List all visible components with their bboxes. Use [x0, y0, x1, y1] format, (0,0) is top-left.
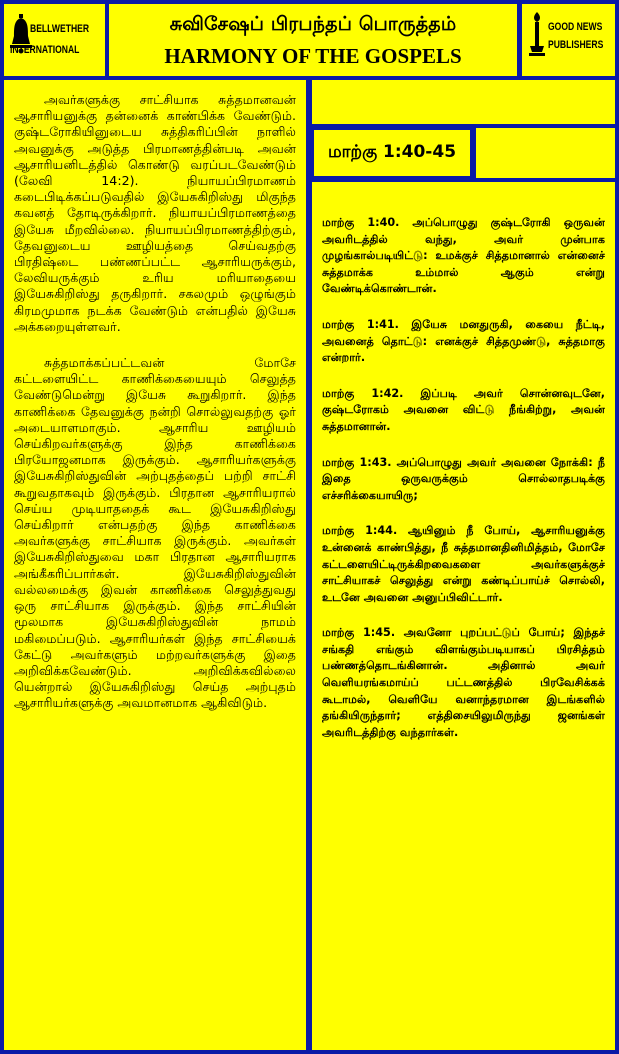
commentary-paragraph-1: அவர்களுக்கு சாட்சியாக சுத்தமானவன் ஆசாரியனுக்கு தன்னைக் காண்பிக்க வேண்டும். குஷ்டரோகியினுடைய சுத்திகரிப்பின் நாளில் அவனுக்கு அடுத்த பிரமாணத்தின்படி அவன் ஆசாரியனிடத்தில் கொண்டு வரப்படவேண்டும் (லேவி 14:2). நியாயப்பிரமாணம் கடைபிடிக்கப்படுவதில் இயேசுகிறிஸ்து மிகுந்த கவனத் தோடிருக்கிறார். நியாயப்பிரமாணத்தை இயேசு மீறவில்லை. நியாயப்பிரமாணத்திற்கும், தேவனுடைய ஊழியத்தை செய்வதற்கு பிரதிஷ்டை பண்ணப்பட்ட ஆசாரியருக்கும், லேவியருக்கும் உரிய மரியாதையை இயேசுகிறிஸ்து தருகிறார். சகலமும் ஒழுங்கும் கிரமமுமாக நடக்க வேண்டும் என்பதில் இயேசு அக்கறையுள்ளவர். [14, 92, 296, 334]
title-english: HARMONY OF THE GOSPELS [164, 44, 462, 68]
verse-1-41: மாற்கு 1:41. இயேசு மனதுருகி, கையை நீட்டி, அவனைத் தொட்டு: எனக்குச் சித்தமுண்டு, சுத்தமாகு என்றார். [322, 317, 605, 365]
scripture-reference: மாற்கு 1:40-45 [312, 128, 472, 178]
header-title-panel [109, 4, 517, 76]
verse-1-40: மாற்கு 1:40. அப்பொழுது குஷ்டரோகி ஒருவன் அவரிடத்தில் வந்து, அவர் முன்பாக முழங்கால்படியிட்டு: உமக்குச் சித்தமானால் என்னைச் சுத்தமாக்க உம்மால் ஆகும் என்று வேண்டிக்கொண்டான். [322, 216, 605, 296]
verse-1-44: மாற்கு 1:44. ஆயினும் நீ போய், ஆசாரியனுக்கு உன்னைக் காண்பித்து, நீ சுத்தமானதினிமித்தம், மோசே கட்டளையிட்டிருக்கிறவைகளை அவர்களுக்குச் சாட்சியாகச் செலுத்து என்று கண்டிப்பாய்ச் சொல்லி, உடனே அவனை அனுப்பிவிட்டார். [322, 524, 605, 604]
commentary-column [4, 80, 306, 1050]
right-header-filler [476, 128, 615, 178]
logo-left-line2: INTERNATIONAL [10, 44, 80, 56]
title-tamil: சுவிசேஷப் பிரபந்தப் பொருத்தம் [169, 13, 457, 35]
verse-1-43: மாற்கு 1:43. அப்பொழுது அவர் அவனை நோக்கி: நீ இதை ஒருவருக்கும் சொல்லாதபடிக்கு எச்சரிக்கையாயிரு; [322, 455, 605, 502]
logo-right-line2: PUBLISHERS [548, 39, 604, 51]
verses-column [312, 182, 615, 1050]
logo-right-line1: GOOD NEWS [548, 21, 603, 33]
bellwether-logo [4, 4, 105, 76]
good-news-logo [522, 4, 615, 76]
lamp-icon [528, 12, 546, 56]
logo-left-line1: BELLWETHER [30, 23, 90, 35]
right-header-strip [312, 80, 615, 124]
verse-1-42: மாற்கு 1:42. இப்படி அவர் சொன்னவுடனே, குஷ்டரோகம் அவனை விட்டு நீங்கிற்று, அவன் சுத்தமானான். [322, 386, 605, 433]
verse-1-45: மாற்கு 1:45. அவனோ புறப்பட்டுப் போய்; இந்தச் சங்கதி எங்கும் விளங்கும்படியாகப் பிரசித்தம் பண்ணத்தொடங்கினான். அதினால் அவர் வெளியரங்கமாய்ப் பட்டணத்தில் பிரவேசிக்கக் கூடாமல், வெளியே வனாந்தரமான இடங்களில் தங்கியிருந்தார்; எத்திசையிலுமிருந்து ஜனங்கள் அவரிடத்திற்கு வந்தார்கள். [322, 626, 605, 739]
commentary-paragraph-2: சுத்தமாக்கப்பட்டவன் மோசே கட்டளையிட்ட காணிக்கையையும் செலுத்த வேண்டுமென்று இயேசு கூறுகிறார். இந்த காணிக்கை தேவனுக்கு நன்றி சொல்லுவதற்கு ஓர் அடையாளமாகும். ஆசாரிய ஊழியம் செய்கிறவர்களுக்கு இந்த காணிக்கை பிரயோஜனமாக இருக்கும். ஆசாரியர்களுக்கு இயேசுகிறிஸ்துவின் அற்புதத்தைப் பற்றி சாட்சி கூறுவதாகவும் இருக்கும். பிரதான ஆசாரியரால் செய்ய முடியாததைக் கூட இயேசுகிறிஸ்து செய்கிறார் என்பதற்கு இந்த காணிக்கை அவர்களுக்கு சாட்சியாக இருக்கும். அவர்கள் இயேசுகிறிஸ்துவை மகா பிரதான ஆசாரியராக அங்கீகரிப்பார்கள். இயேசுகிறிஸ்துவின் வல்லமைக்கு இவன் காணிக்கை செலுத்துவது ஒரு சாட்சியாக இருக்கும். இந்த சாட்சியின் மூலமாக இயேசுகிறிஸ்துவின் நாமம் மகிமைப்படும். ஆசாரியர்கள் இந்த சாட்சியைக் கேட்டு அவர்களும் மற்றவர்களுக்கு இதை அறிவிக்கவேண்டும். அறிவிக்கவில்லை யென்றால் இயேசுகிறிஸ்து செய்த அற்புதம் ஆசாரியர்களுக்கு அவமானமாக ஆகிவிடும். [14, 355, 296, 711]
